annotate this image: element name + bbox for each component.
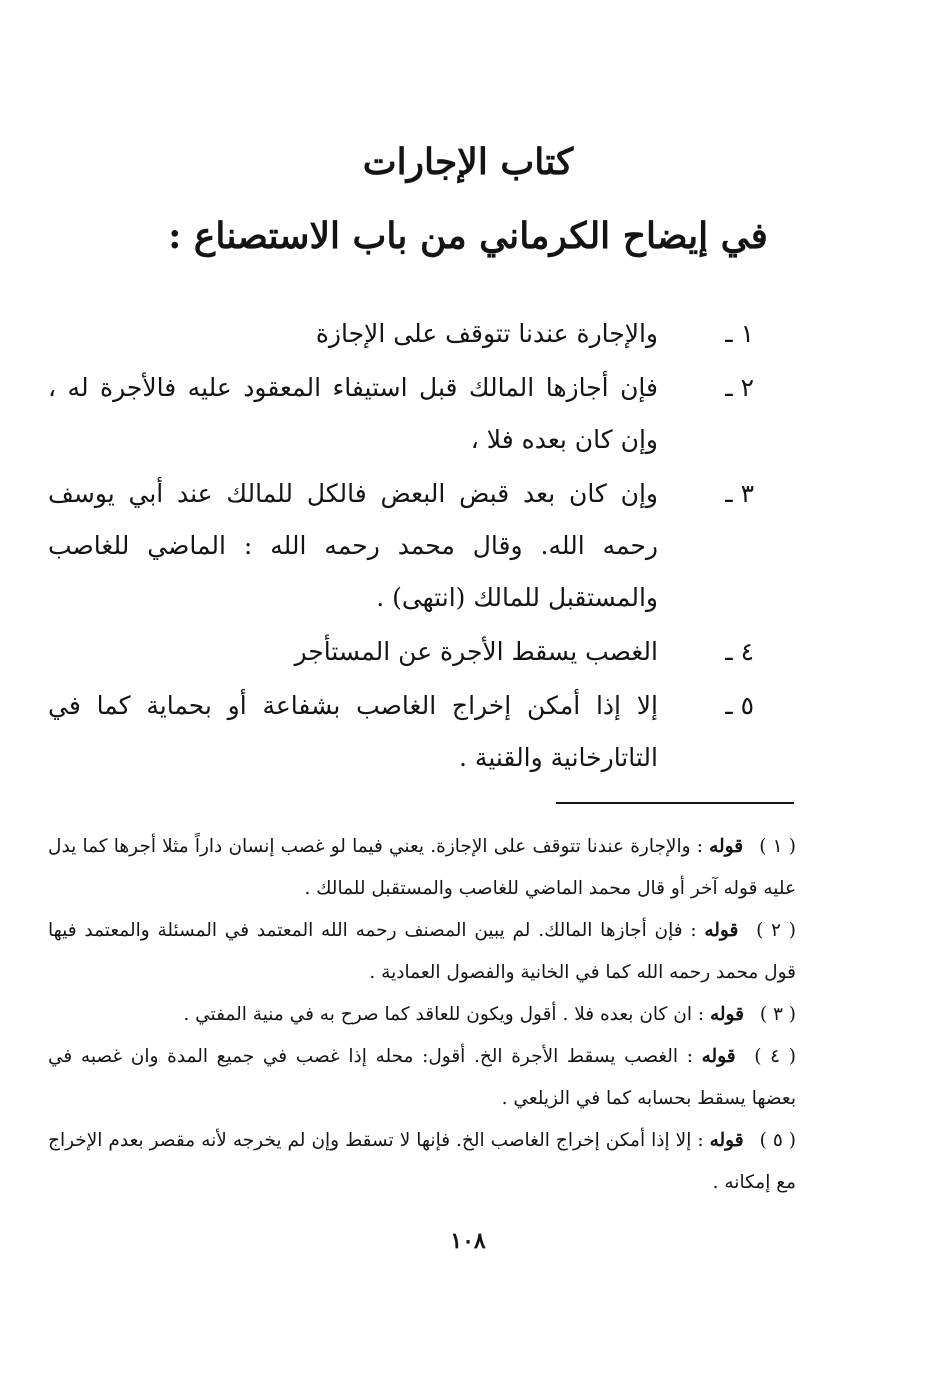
footnote-text: : الغصب يسقط الأجرة الخ. أقول: محله إذا غصب في جميع المدة وان غصبه في بعضها يسقط بحسابه كما في الزيلعي . — [48, 1046, 796, 1109]
item-text: الغصب يسقط الأجرة عن المستأجر — [294, 637, 658, 666]
footnote-number: ( ٢ ) — [756, 920, 796, 941]
footnotes — [48, 826, 796, 1204]
footnote-number: ( ٤ ) — [754, 1046, 796, 1067]
item-text: وإن كان بعد قبض البعض فالكل للمالك عند أبي يوسف رحمه الله. وقال محمد رحمه الله : الماضي للغاصب والمستقبل للمالك (انتهى) . — [48, 479, 658, 612]
item-number: ٣ ـ — [725, 479, 754, 508]
footnote — [48, 1120, 796, 1204]
item-number: ٢ ـ — [725, 373, 754, 402]
item-number: ١ ـ — [725, 319, 754, 348]
footnote-keyword: قوله — [709, 1004, 744, 1025]
list-item — [48, 626, 754, 678]
footnote — [48, 910, 796, 994]
footnote — [48, 826, 796, 910]
footnote — [48, 994, 796, 1036]
footnote-text: : ان كان بعده فلا . أقول ويكون للعاقد كما صرح به في منية المفتي . — [183, 1004, 705, 1025]
footnote-divider — [556, 802, 794, 804]
item-text: إلا إذا أمكن إخراج الغاصب بشفاعة أو بحماية كما في التاتارخانية والقنية . — [48, 691, 658, 772]
item-number: ٥ ـ — [725, 691, 754, 720]
item-text: والإجارة عندنا تتوقف على الإجازة — [315, 319, 658, 348]
list-item — [48, 468, 754, 624]
footnote-number: ( ٣ ) — [759, 1004, 796, 1025]
footnote-text: : والإجارة عندنا تتوقف على الإجازة. يعني فيما لو غصب إنسان داراً مثلا أجرها كما يدل عليه قوله آخر أو قال محمد الماضي للغاصب والمستقبل للمالك . — [48, 836, 796, 899]
list-item — [48, 680, 754, 784]
main-text-list — [48, 308, 754, 786]
footnote-number: ( ١ ) — [759, 836, 796, 857]
list-item — [48, 308, 754, 360]
footnote-text: : فإن أجازها المالك. لم يبين المصنف رحمه الله المعتمد في المسئلة والمعتمد فيها قول محمد رحمه الله كما في الخانية والفصول العمادية . — [48, 920, 796, 983]
footnote-keyword: قوله — [709, 836, 744, 857]
page-number: ١٠٨ — [450, 1228, 486, 1254]
footnote — [48, 1036, 796, 1120]
footnote-number: ( ٥ ) — [759, 1130, 796, 1151]
page-title: كتاب الإجارات — [362, 141, 574, 183]
item-number: ٤ ـ — [725, 637, 754, 666]
page-subtitle: في إيضاح الكرماني من باب الاستصناع : — [168, 215, 768, 257]
footnote-text: : إلا إذا أمكن إخراج الغاصب الخ. فإنها لا تسقط وإن لم يخرجه لأنه مقصر بعدم الإخراج مع إمكانه . — [48, 1130, 796, 1193]
list-item — [48, 362, 754, 466]
footnote-keyword: قوله — [709, 1130, 744, 1151]
footnote-keyword: قوله — [704, 920, 739, 941]
item-text: فإن أجازها المالك قبل استيفاء المعقود عليه فالأجرة له ، وإن كان بعده فلا ، — [48, 373, 658, 454]
footnote-keyword: قوله — [701, 1046, 736, 1067]
